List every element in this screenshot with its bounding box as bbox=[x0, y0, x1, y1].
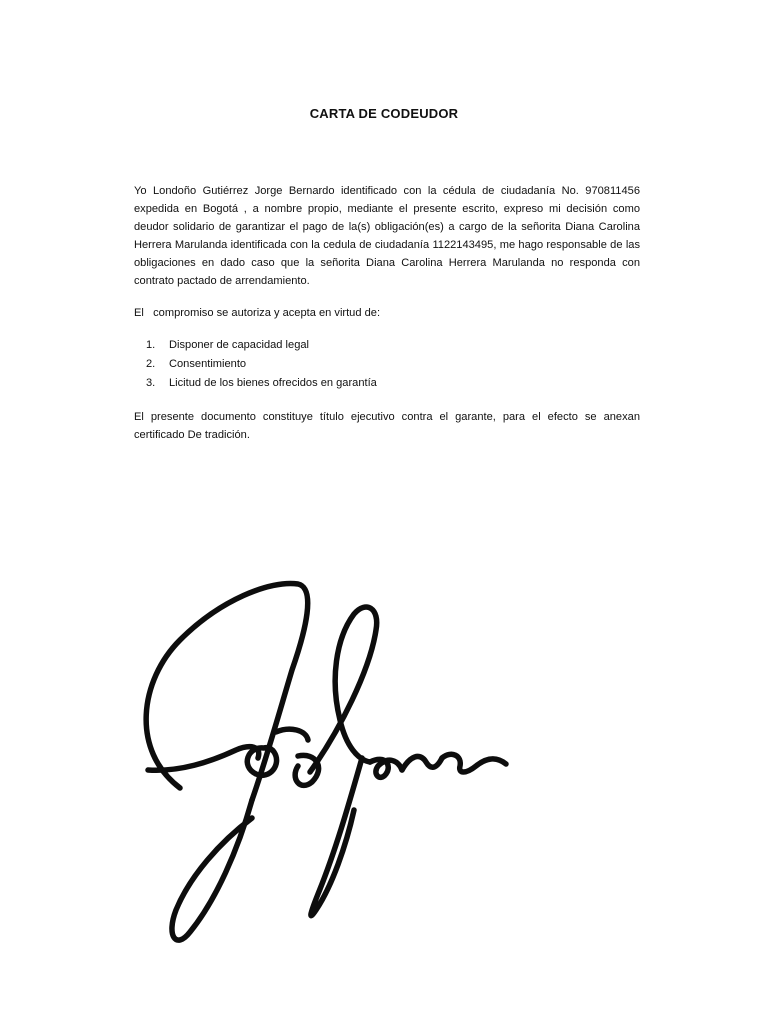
list-item-number: 1. bbox=[146, 339, 156, 351]
page-title: CARTA DE CODEUDOR bbox=[309, 106, 459, 121]
list-item-text: Consentimiento bbox=[169, 358, 247, 370]
list-item-number: 3. bbox=[146, 377, 156, 389]
conditions-list bbox=[146, 336, 377, 393]
list-item bbox=[146, 336, 377, 355]
intro-paragraph: Yo Londoño Gutiérrez Jorge Bernardo identificado con la cédula de ciudadanía No. 970811456 expedida en Bogotá , a nombre propio, mediante el presente escrito, expreso mi decisión como deudor solidario de garantizar el pago de la(s) obligación(es) a cargo de la señorita Diana Carolina Herrera Marulanda identificada con la cedula de ciudadanía 1122143495, me hago responsable de las obligaciones en dado caso que la señorita Diana Carolina Herrera Marulanda no responda con contrato pactado de arrendamiento. bbox=[134, 185, 640, 288]
closing-paragraph: El presente documento constituye título ejecutivo contra el garante, para el efecto se anexan certificado De tradición. bbox=[134, 411, 640, 442]
list-item-number: 2. bbox=[146, 358, 156, 370]
list-item bbox=[146, 374, 377, 393]
list-item bbox=[146, 355, 377, 374]
list-item-text: Licitud de los bienes ofrecidos en garantía bbox=[169, 377, 377, 389]
list-item-text: Disponer de capacidad legal bbox=[169, 339, 309, 351]
commitment-paragraph: El compromiso se autoriza y acepta en virtud de: bbox=[134, 307, 381, 319]
handwritten-signature bbox=[140, 560, 520, 960]
